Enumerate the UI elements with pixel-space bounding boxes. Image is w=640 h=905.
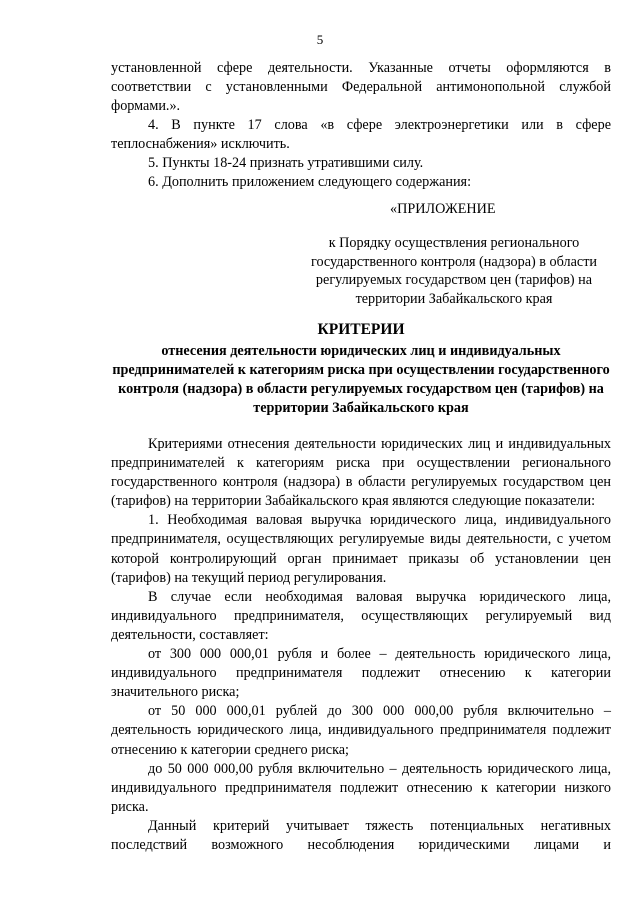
top-text-block xyxy=(111,59,611,192)
criteria-subtitle: отнесения деятельности юридических лиц и индивидуальных предпринимателей к категориям риска при осуществлении государственного контроля (надзора) в области регулируемых государством цен (тарифов) на территории Забайкальского края xyxy=(112,343,610,416)
paragraph-medium-risk: от 50 000 000,01 рублей до 300 000 000,00 рубля включительно – деятельность юридического лица, индивидуального предпринимателя подлежит отнесению к категории среднего риска; xyxy=(111,703,611,758)
paragraph-item-5: 5. Пункты 18-24 признать утратившими силу. xyxy=(148,155,424,171)
paragraph-item-4: 4. В пункте 17 слова «в сфере электроэнергетики или в сфере теплоснабжения» исключить. xyxy=(111,117,611,152)
paragraph-criterion-1: 1. Необходимая валовая выручка юридического лица, индивидуального предпринимателя, осуществляющих регулируемые виды деятельности, с учетом которой контролирующий орган принимает приказы об установлении цен (тарифов) на текущий период регулирования. xyxy=(111,512,611,586)
paragraph-criteria-intro: Критериями отнесения деятельности юридических лиц и индивидуальных предпринимателей к категориям риска при осуществлении регионального государственного контроля (надзора) в области регулируемых государством цен (тарифов) на территории Забайкальского края являются следующие показатели: xyxy=(111,436,611,510)
page-number: 5 xyxy=(316,32,324,47)
annex-title: «ПРИЛОЖЕНИЕ xyxy=(390,201,496,217)
annex-reference: к Порядку осуществления регионального государственного контроля (надзора) в области регулируемых государством цен (тарифов) на территории Забайкальского края xyxy=(311,235,597,307)
paragraph-item-6: 6. Дополнить приложением следующего содержания: xyxy=(148,174,472,190)
paragraph-continuation: установленной сфере деятельности. Указанные отчеты оформляются в соответствии с установленными Федеральной антимонопольной службой формами.». xyxy=(111,60,611,114)
paragraph-significant-risk: от 300 000 000,01 рубля и более – деятельность юридического лица, индивидуального предпринимателя подлежит отнесению к категории значительного риска; xyxy=(111,646,611,701)
criteria-title: КРИТЕРИИ xyxy=(317,321,405,338)
main-text-block xyxy=(111,435,611,855)
paragraph-criterion-note: Данный критерий учитывает тяжесть потенциальных негативных последствий возможного несоблюдения юридическими лицами и xyxy=(111,817,611,853)
paragraph-low-risk: до 50 000 000,00 рубля включительно – деятельность юридического лица, индивидуального предпринимателя подлежит отнесению к категории низкого риска. xyxy=(111,760,611,815)
paragraph-revenue-case: В случае если необходимая валовая выручка юридического лица, индивидуального предпринимателя, осуществляющих регулируемый вид деятельности, составляет: xyxy=(111,588,611,643)
